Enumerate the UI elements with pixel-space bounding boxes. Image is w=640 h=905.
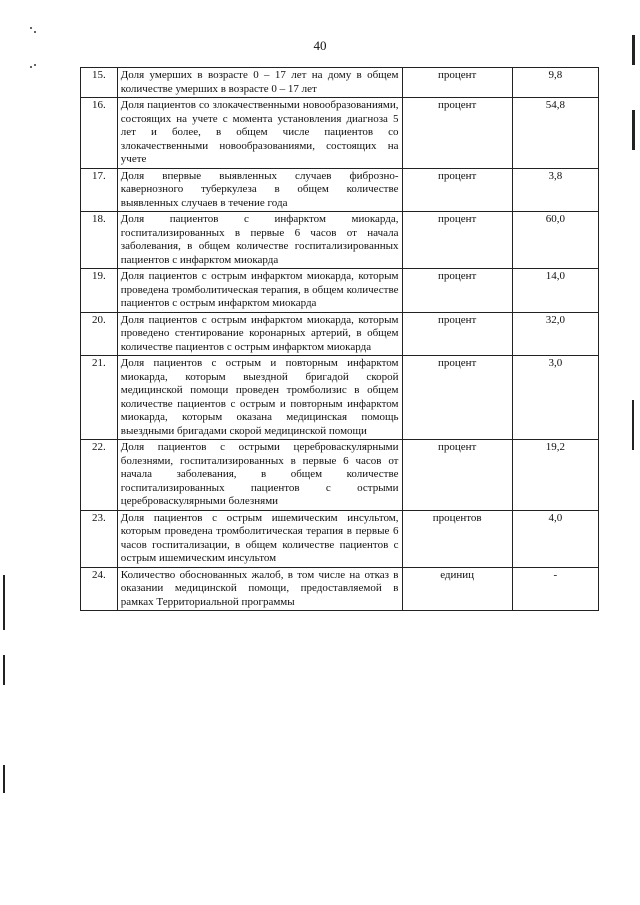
indicator-text: Количество обоснованных жалоб, в том числе на отказ в оказании медицинской помощи, предоставляемой в рамках Территориальной программы [117, 567, 402, 611]
value-cell: 3,8 [512, 168, 598, 212]
row-number: 17. [81, 168, 118, 212]
scan-edge-mark [3, 655, 5, 685]
table-row [81, 269, 599, 313]
indicators-table [80, 67, 599, 611]
table-row [81, 312, 599, 356]
unit-cell: процент [402, 269, 512, 313]
indicator-text: Доля пациентов с острыми цереброваскулярными болезнями, госпитализированных в первые 6 часов от начала заболевания, в общем количестве госпитализированных пациентов с острыми цереброваскулярными болезнями [117, 440, 402, 511]
value-cell: 19,2 [512, 440, 598, 511]
table-row [81, 98, 599, 169]
value-cell: 14,0 [512, 269, 598, 313]
table-row [81, 212, 599, 269]
row-number: 19. [81, 269, 118, 313]
table-row [81, 168, 599, 212]
scan-speck [34, 64, 36, 66]
scan-speck [30, 27, 32, 29]
scan-edge-mark [3, 575, 5, 630]
row-number: 21. [81, 356, 118, 440]
row-number: 18. [81, 212, 118, 269]
unit-cell: процентов [402, 510, 512, 567]
row-number: 16. [81, 98, 118, 169]
indicator-text: Доля пациентов с острым ишемическим инсультом, которым проведена тромболитическая терапия в первые 6 часов госпитализации, в общем количестве пациентов с острым ишемическим инсультом [117, 510, 402, 567]
row-number: 23. [81, 510, 118, 567]
value-cell: 3,0 [512, 356, 598, 440]
indicator-text: Доля пациентов с острым инфарктом миокарда, которым проведена тромболитическая терапия, в общем количестве пациентов с острым инфарктом миокарда [117, 269, 402, 313]
unit-cell: процент [402, 356, 512, 440]
table-row [81, 440, 599, 511]
value-cell: 60,0 [512, 212, 598, 269]
unit-cell: процент [402, 440, 512, 511]
indicator-text: Доля пациентов со злокачественными новообразованиями, состоящих на учете с момента установления диагноза 5 лет и более, в общем числе пациентов со злокачественными новообразованиями, состоящих на учете [117, 98, 402, 169]
scan-edge-mark [632, 400, 634, 450]
row-number: 15. [81, 68, 118, 98]
scan-speck [30, 66, 32, 68]
value-cell: 54,8 [512, 98, 598, 169]
table-row [81, 68, 599, 98]
scan-edge-mark [632, 35, 635, 65]
indicator-text: Доля впервые выявленных случаев фиброзно-кавернозного туберкулеза в общем количестве выявленных случаев в течение года [117, 168, 402, 212]
indicator-text: Доля пациентов с инфарктом миокарда, госпитализированных в первые 6 часов от начала заболевания, в общем количестве госпитализированных пациентов с инфарктом миокарда [117, 212, 402, 269]
value-cell: 4,0 [512, 510, 598, 567]
value-cell: 32,0 [512, 312, 598, 356]
indicator-text: Доля умерших в возрасте 0 – 17 лет на дому в общем количестве умерших в возрасте 0 – 17 лет [117, 68, 402, 98]
unit-cell: процент [402, 312, 512, 356]
page-number: 40 [313, 38, 327, 53]
scan-speck [34, 31, 36, 33]
table-row [81, 510, 599, 567]
row-number: 20. [81, 312, 118, 356]
scan-edge-mark [632, 110, 635, 150]
unit-cell: процент [402, 98, 512, 169]
table-row [81, 567, 599, 611]
table-row [81, 356, 599, 440]
scan-edge-mark [3, 765, 5, 793]
value-cell: - [512, 567, 598, 611]
unit-cell: процент [402, 68, 512, 98]
unit-cell: единиц [402, 567, 512, 611]
row-number: 22. [81, 440, 118, 511]
unit-cell: процент [402, 212, 512, 269]
unit-cell: процент [402, 168, 512, 212]
row-number: 24. [81, 567, 118, 611]
value-cell: 9,8 [512, 68, 598, 98]
indicator-text: Доля пациентов с острым инфарктом миокарда, которым проведено стентирование коронарных артерий, в общем количестве пациентов с острым инфарктом миокарда [117, 312, 402, 356]
indicator-text: Доля пациентов с острым и повторным инфарктом миокарда, которым выездной бригадой скорой медицинской помощи проведен тромболизис в общем количестве пациентов с острым и повторным инфарктом миокарда, которым оказана медицинская помощь выездными бригадами скорой медицинской помощи [117, 356, 402, 440]
